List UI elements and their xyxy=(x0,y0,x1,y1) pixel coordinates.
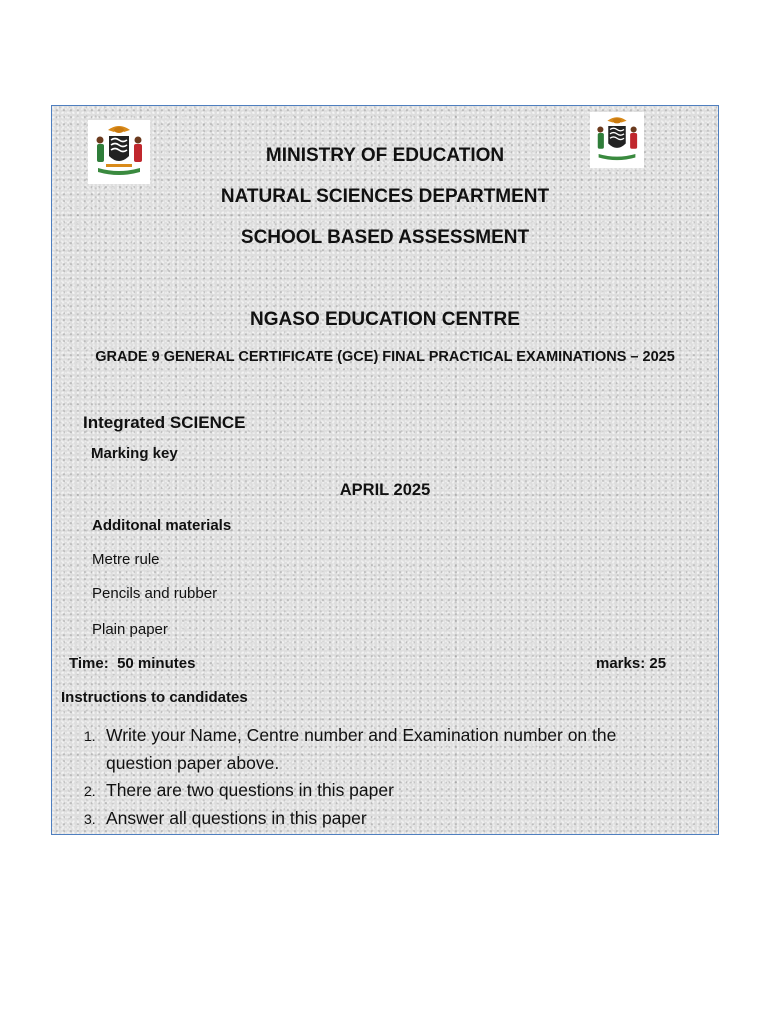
instruction-text: Write your Name, Centre number and Examination number on the xyxy=(106,725,617,745)
list-number: 2. xyxy=(84,783,96,799)
total-marks: marks: 25 xyxy=(596,655,667,672)
instruction-text: There are two questions in this paper xyxy=(106,780,394,800)
list-number: 1. xyxy=(84,728,96,744)
instructions-list xyxy=(84,722,694,833)
material-item: Metre rule xyxy=(92,551,160,568)
material-item: Pencils and rubber xyxy=(92,585,218,602)
exam-title: GRADE 9 GENERAL CERTIFICATE (GCE) FINAL PRACTICAL EXAMINATIONS – 2025 xyxy=(95,349,675,365)
time-allowed: Time: 50 minutes xyxy=(69,655,196,672)
list-item xyxy=(84,722,694,750)
list-item xyxy=(84,805,694,833)
assessment-title: SCHOOL BASED ASSESSMENT xyxy=(240,227,530,248)
document-page xyxy=(51,105,719,835)
list-item-continuation xyxy=(84,750,694,777)
materials-heading: Additonal materials xyxy=(92,517,232,534)
ministry-title: MINISTRY OF EDUCATION xyxy=(265,145,505,166)
instruction-text: Answer all questions in this paper xyxy=(106,808,367,828)
department-title: NATURAL SCIENCES DEPARTMENT xyxy=(220,186,550,207)
exam-date: APRIL 2025 xyxy=(339,481,431,499)
list-item xyxy=(84,777,694,805)
list-number: 3. xyxy=(84,811,96,827)
paper-type: Marking key xyxy=(91,445,178,462)
instruction-text: question paper above. xyxy=(106,753,280,773)
instructions-heading: Instructions to candidates xyxy=(61,689,248,706)
material-item: Plain paper xyxy=(92,621,168,638)
centre-title: NGASO EDUCATION CENTRE xyxy=(250,309,520,330)
subject-name: Integrated SCIENCE xyxy=(83,413,246,432)
